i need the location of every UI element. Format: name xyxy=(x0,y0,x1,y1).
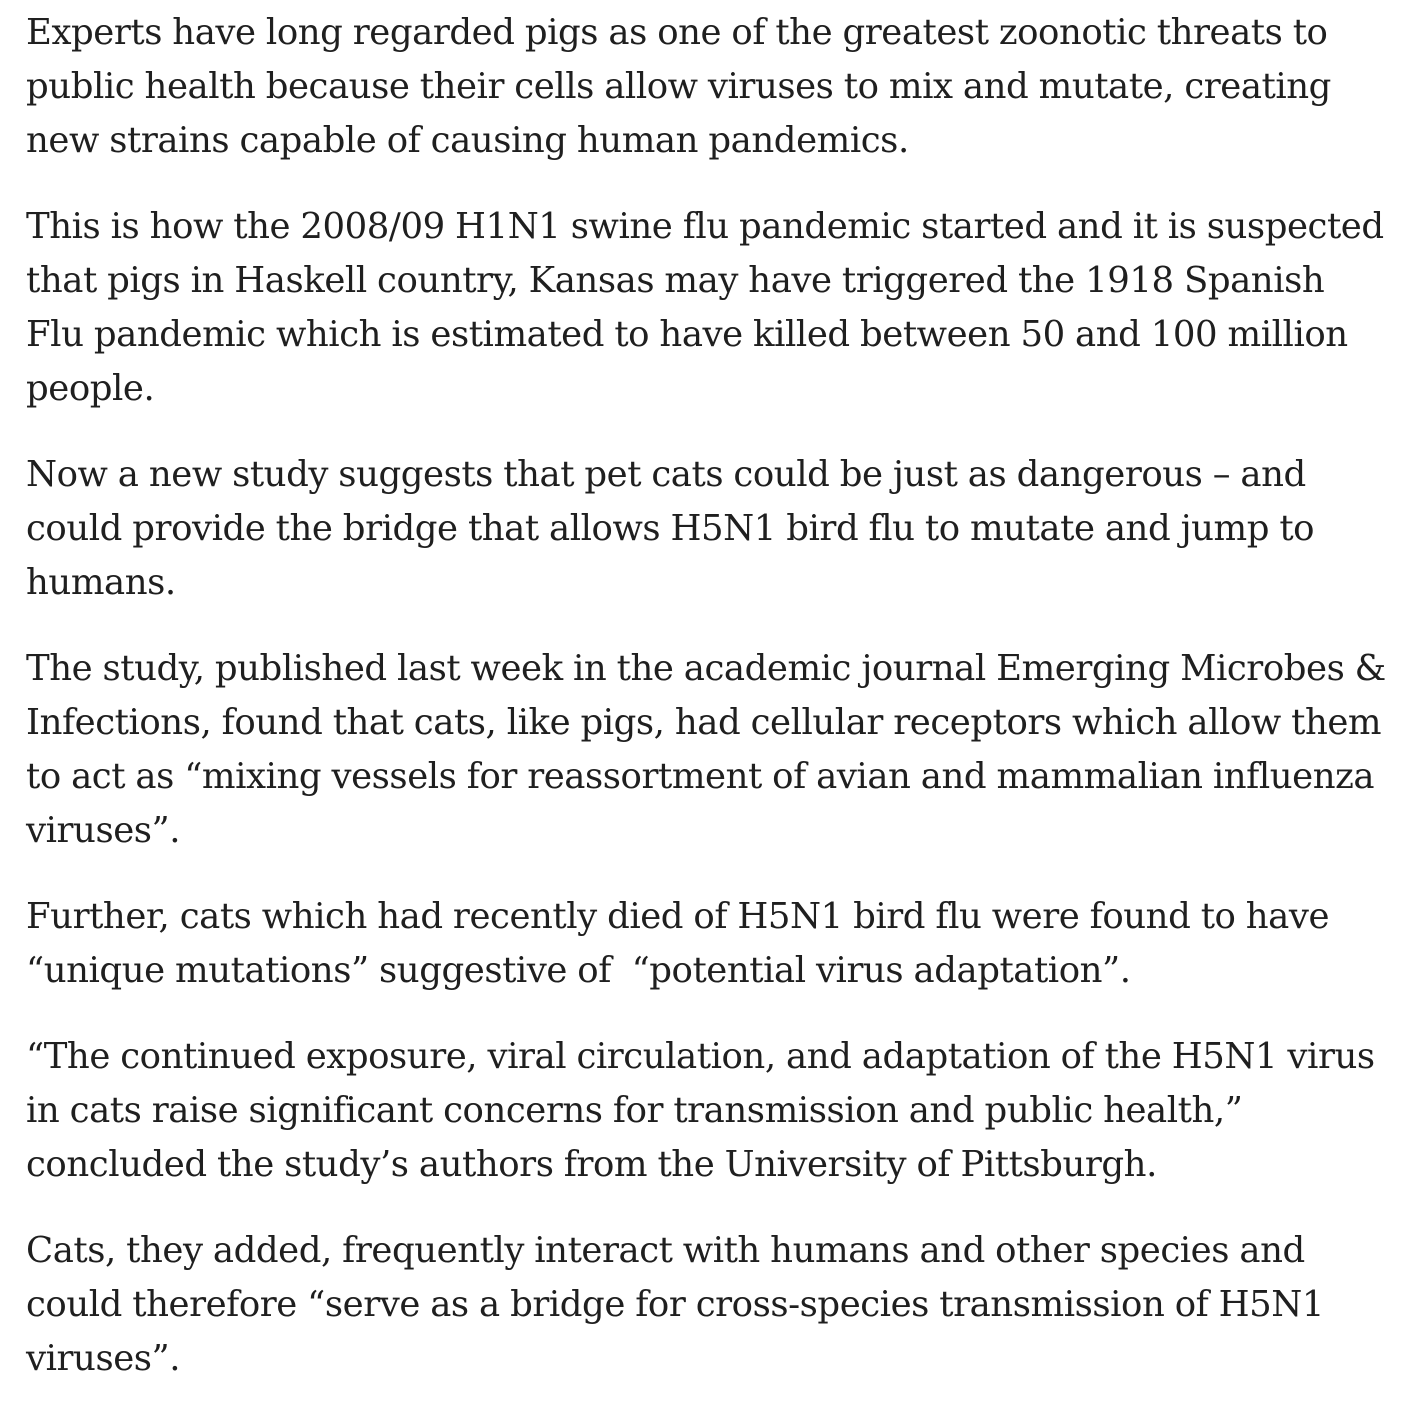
article-paragraph: “The continued exposure, viral circulation, and adaptation of the H5N1 virus in cats raise significant concerns for transmission and public health,” concluded the study’s authors from the University of Pittsburgh. xyxy=(26,1036,1385,1185)
article-paragraph: Cats, they added, frequently interact with humans and other species and could therefore “serve as a bridge for cross-species transmission of H5N1 viruses”. xyxy=(26,1230,1335,1379)
article-paragraph: Further, cats which had recently died of H5N1 bird flu were found to have “unique mutations” suggestive of “potential virus adaptation”. xyxy=(26,896,1340,991)
article-paragraph: The study, published last week in the academic journal Emerging Microbes & Infections, found that cats, like pigs, had cellular receptors which allow them to act as “mixing vessels for reassortment of avian and mammalian influenza viruses”. xyxy=(26,648,1397,851)
article-paragraph: Now a new study suggests that pet cats could be just as dangerous – and could provide the bridge that allows H5N1 bird flu to mutate and jump to humans. xyxy=(26,454,1325,603)
article-paragraph: This is how the 2008/09 H1N1 swine flu pandemic started and it is suspected that pigs in Haskell country, Kansas may have triggered the 1918 Spanish Flu pandemic which is estimated to have killed between 50 and 100 million people. xyxy=(26,206,1394,409)
article-paragraph: Experts have long regarded pigs as one of the greatest zoonotic threats to public health because their cells allow viruses to mix and mutate, creating new strains capable of causing human pandemics. xyxy=(26,12,1342,161)
article-body xyxy=(26,6,1397,1386)
